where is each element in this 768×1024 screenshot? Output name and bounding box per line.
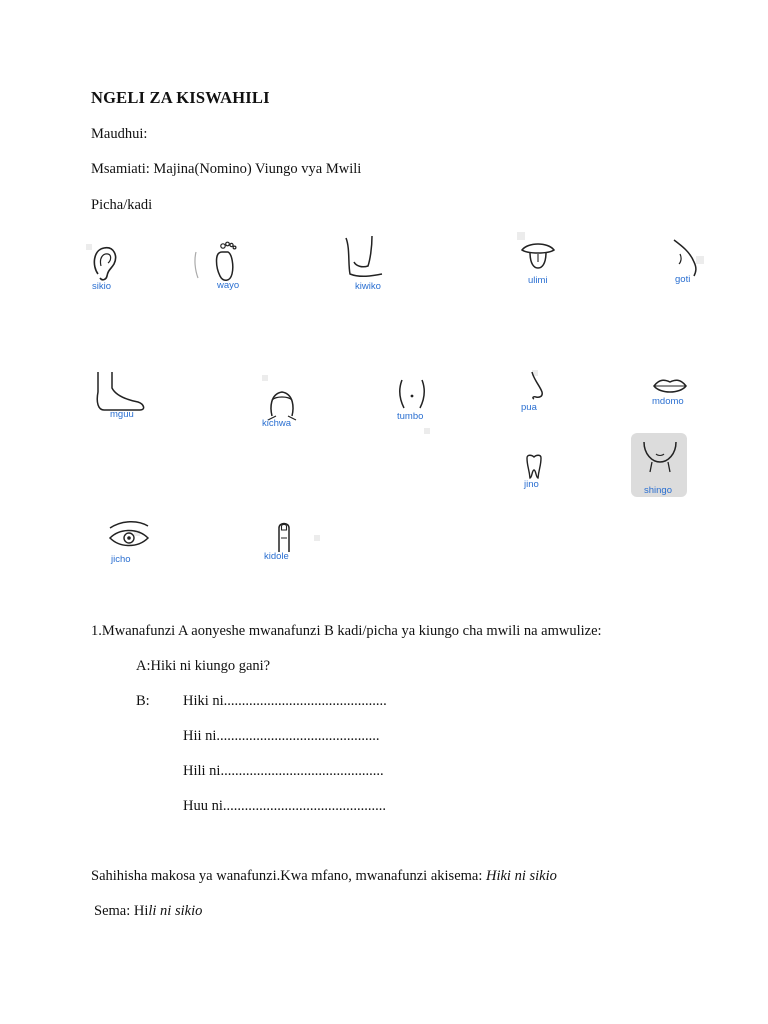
- exercise-question: A:Hiki ni kiungo gani?: [136, 658, 271, 674]
- answer-line-hii: Hii ni.............................................: [183, 728, 380, 744]
- card-wayo: [192, 238, 242, 291]
- correction-line: [91, 867, 557, 885]
- card-pua: [520, 370, 552, 413]
- sema-line: [94, 902, 202, 920]
- card-mguu: [90, 370, 146, 420]
- maudhui-label: Maudhui:: [91, 126, 148, 142]
- foot-sole-icon: [192, 238, 242, 284]
- card-jino: [524, 454, 544, 490]
- sema-example: li ni sikio: [148, 903, 203, 919]
- picha-label: Picha/kadi: [91, 197, 153, 213]
- finger-icon: [274, 520, 294, 554]
- label-mdomo: mdomo: [652, 396, 684, 407]
- label-kidole: kidole: [264, 551, 289, 562]
- label-goti: goti: [675, 274, 691, 285]
- card-sikio: [90, 244, 120, 292]
- label-kiwiko: kiwiko: [355, 281, 381, 292]
- tongue-icon: [520, 240, 556, 272]
- label-wayo: wayo: [217, 280, 240, 291]
- card-kichwa: [262, 386, 302, 429]
- label-jino: jino: [524, 479, 539, 490]
- eye-icon: [106, 520, 152, 550]
- exercise-instruction: 1.Mwanafunzi A aonyeshe mwanafunzi B kadi/picha ya kiungo cha mwili na amwulize:: [91, 623, 602, 639]
- card-mdomo: [652, 376, 688, 407]
- msamiati-line: Msamiati: Majina(Nomino) Viungo vya Mwili: [91, 161, 362, 177]
- card-shingo: [640, 440, 680, 496]
- answer-line-huu: Huu ni.............................................: [183, 798, 386, 814]
- label-shingo: shingo: [644, 485, 672, 496]
- label-kichwa: kichwa: [262, 418, 292, 429]
- neck-icon: [640, 440, 680, 480]
- label-jicho: jicho: [111, 554, 131, 565]
- label-mguu: mguu: [110, 409, 134, 420]
- card-tumbo: [394, 378, 430, 422]
- sema-label: Sema: Hi: [94, 903, 149, 919]
- document-title: NGELI ZA KISWAHILI: [91, 88, 270, 107]
- body-parts-picture-cards: [84, 230, 704, 570]
- tooth-icon: [524, 454, 544, 480]
- card-ulimi: [520, 240, 556, 286]
- answer-b-label: B:: [136, 693, 150, 709]
- label-ulimi: ulimi: [528, 275, 548, 286]
- elbow-icon: [342, 234, 386, 280]
- answer-line-hiki: Hiki ni.............................................: [183, 693, 387, 709]
- answer-line-hili: Hili ni.............................................: [183, 763, 384, 779]
- label-tumbo: tumbo: [397, 411, 424, 422]
- correction-lead: Sahihisha makosa ya wanafunzi.Kwa mfano, mwanafunzi akisema:: [91, 868, 486, 884]
- card-jicho: [106, 520, 152, 565]
- belly-icon: [394, 378, 430, 410]
- label-pua: pua: [521, 402, 537, 413]
- card-goti: [670, 236, 700, 285]
- card-kiwiko: [342, 234, 386, 292]
- head-icon: [262, 386, 302, 420]
- knee-icon: [670, 236, 700, 276]
- foot-icon: [90, 370, 146, 414]
- card-kidole: [264, 520, 294, 562]
- nose-icon: [520, 370, 552, 402]
- mouth-icon: [652, 376, 688, 396]
- correction-example: Hiki ni sikio: [486, 868, 557, 884]
- label-sikio: sikio: [92, 281, 112, 292]
- ear-icon: [90, 244, 120, 284]
